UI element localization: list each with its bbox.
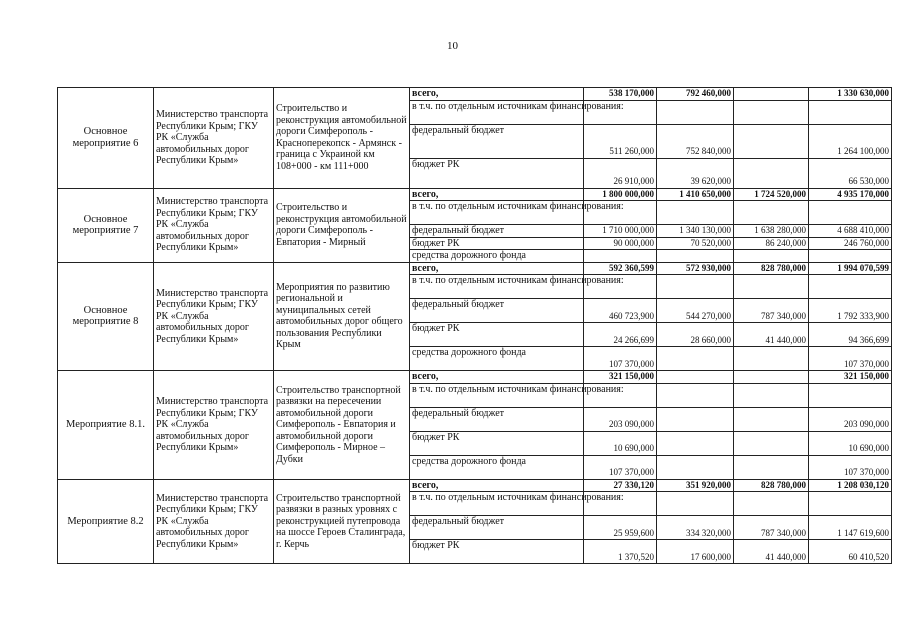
amount-cell (657, 371, 734, 384)
funding-source-cell: средства дорожного фонда (410, 250, 584, 263)
amount-cell: 460 723,900 (584, 299, 657, 323)
funding-source-cell: в т.ч. по отдельным источникам финансирования: (410, 383, 584, 407)
amount-cell (734, 158, 809, 188)
description-cell: Строительство и реконструкция автомобильной дороги Симферополь - Евпатория - Мирный (274, 188, 410, 262)
amount-cell: 1 410 650,000 (657, 188, 734, 201)
amount-cell: 1 800 000,000 (584, 188, 657, 201)
amount-cell: 107 370,000 (584, 347, 657, 371)
event-name-cell: Основное мероприятие 8 (58, 262, 154, 371)
amount-cell: 1 208 030,120 (809, 479, 892, 492)
amount-cell (734, 383, 809, 407)
amount-cell: 39 620,000 (657, 158, 734, 188)
amount-cell (734, 407, 809, 431)
amount-cell (809, 201, 892, 225)
table-row (58, 88, 892, 101)
amount-cell: 203 090,000 (809, 407, 892, 431)
amount-cell (809, 275, 892, 299)
amount-cell: 321 150,000 (584, 371, 657, 384)
amount-cell (734, 201, 809, 225)
amount-cell: 1 792 333,900 (809, 299, 892, 323)
funding-source-cell: бюджет РК (410, 158, 584, 188)
amount-cell (657, 250, 734, 263)
executor-cell: Министерство транспорта Республики Крым; ГКУ РК «Служба автомобильных дорог Республики Крым» (154, 262, 274, 371)
funding-source-cell: бюджет РК (410, 540, 584, 564)
amount-cell: 787 340,000 (734, 299, 809, 323)
page-number: 10 (447, 40, 458, 52)
event-name-cell: Мероприятие 8.2 (58, 479, 154, 564)
amount-cell: 246 760,000 (809, 237, 892, 250)
funding-source-cell: бюджет РК (410, 323, 584, 347)
amount-cell: 351 920,000 (657, 479, 734, 492)
funding-source-cell: средства дорожного фонда (410, 347, 584, 371)
amount-cell: 27 330,120 (584, 479, 657, 492)
amount-cell (657, 275, 734, 299)
amount-cell (657, 347, 734, 371)
table-row (58, 262, 892, 275)
executor-cell: Министерство транспорта Республики Крым; ГКУ РК «Служба автомобильных дорог Республики Крым» (154, 479, 274, 564)
amount-cell (734, 88, 809, 101)
amount-cell: 321 150,000 (809, 371, 892, 384)
executor-cell: Министерство транспорта Республики Крым; ГКУ РК «Служба автомобильных дорог Республики Крым» (154, 371, 274, 480)
amount-cell (657, 100, 734, 124)
amount-cell: 41 440,000 (734, 323, 809, 347)
amount-cell: 203 090,000 (584, 407, 657, 431)
amount-cell (657, 431, 734, 455)
amount-cell (584, 250, 657, 263)
amount-cell: 511 260,000 (584, 124, 657, 158)
amount-cell: 1 330 630,000 (809, 88, 892, 101)
amount-cell: 107 370,000 (809, 347, 892, 371)
funding-source-cell: в т.ч. по отдельным источникам финансирования: (410, 275, 584, 299)
financing-table (57, 87, 892, 564)
amount-cell (657, 492, 734, 516)
event-name-cell: Мероприятие 8.1. (58, 371, 154, 480)
amount-cell (809, 383, 892, 407)
funding-source-cell: федеральный бюджет (410, 225, 584, 238)
amount-cell: 28 660,000 (657, 323, 734, 347)
amount-cell: 828 780,000 (734, 262, 809, 275)
amount-cell: 538 170,000 (584, 88, 657, 101)
amount-cell: 1 370,520 (584, 540, 657, 564)
amount-cell: 10 690,000 (584, 431, 657, 455)
amount-cell: 572 930,000 (657, 262, 734, 275)
amount-cell: 90 000,000 (584, 237, 657, 250)
table-row (58, 479, 892, 492)
amount-cell: 60 410,520 (809, 540, 892, 564)
table-row (58, 188, 892, 201)
amount-cell: 1 147 619,600 (809, 516, 892, 540)
amount-cell: 41 440,000 (734, 540, 809, 564)
amount-cell: 592 360,599 (584, 262, 657, 275)
amount-cell: 544 270,000 (657, 299, 734, 323)
amount-cell: 4 688 410,000 (809, 225, 892, 238)
funding-source-cell: федеральный бюджет (410, 407, 584, 431)
funding-source-cell: бюджет РК (410, 431, 584, 455)
amount-cell (809, 492, 892, 516)
amount-cell: 792 460,000 (657, 88, 734, 101)
amount-cell: 107 370,000 (584, 455, 657, 479)
amount-cell (734, 124, 809, 158)
amount-cell: 787 340,000 (734, 516, 809, 540)
amount-cell (657, 407, 734, 431)
amount-cell (734, 347, 809, 371)
amount-cell: 1 638 280,000 (734, 225, 809, 238)
amount-cell: 1 340 130,000 (657, 225, 734, 238)
amount-cell: 1 710 000,000 (584, 225, 657, 238)
funding-source-cell: всего, (410, 479, 584, 492)
amount-cell: 107 370,000 (809, 455, 892, 479)
amount-cell: 26 910,000 (584, 158, 657, 188)
amount-cell: 828 780,000 (734, 479, 809, 492)
amount-cell: 17 600,000 (657, 540, 734, 564)
amount-cell (734, 492, 809, 516)
amount-cell (809, 100, 892, 124)
amount-cell: 86 240,000 (734, 237, 809, 250)
event-name-cell: Основное мероприятие 6 (58, 88, 154, 189)
amount-cell (734, 371, 809, 384)
funding-source-cell: средства дорожного фонда (410, 455, 584, 479)
amount-cell: 94 366,699 (809, 323, 892, 347)
funding-source-cell: всего, (410, 371, 584, 384)
amount-cell (657, 201, 734, 225)
amount-cell: 4 935 170,000 (809, 188, 892, 201)
funding-source-cell: федеральный бюджет (410, 124, 584, 158)
funding-source-cell: всего, (410, 88, 584, 101)
description-cell: Строительство и реконструкция автомобильной дороги Симферополь - Красноперекопск - Армянск - граница с Украиной км 108+000 - км 111+000 (274, 88, 410, 189)
funding-source-cell: федеральный бюджет (410, 516, 584, 540)
amount-cell: 70 520,000 (657, 237, 734, 250)
description-cell: Строительство транспортной развязки на пересечении автомобильной дороги Симферополь - Евпатория и автомобильной дороги Симферополь - Мирное – Дубки (274, 371, 410, 480)
amount-cell: 25 959,600 (584, 516, 657, 540)
funding-source-cell: в т.ч. по отдельным источникам финансирования: (410, 201, 584, 225)
executor-cell: Министерство транспорта Республики Крым; ГКУ РК «Служба автомобильных дорог Республики Крым» (154, 88, 274, 189)
amount-cell (734, 250, 809, 263)
amount-cell (809, 250, 892, 263)
amount-cell (734, 100, 809, 124)
amount-cell: 24 266,699 (584, 323, 657, 347)
amount-cell (657, 383, 734, 407)
amount-cell (734, 275, 809, 299)
amount-cell: 1 264 100,000 (809, 124, 892, 158)
amount-cell: 66 530,000 (809, 158, 892, 188)
amount-cell (657, 455, 734, 479)
funding-source-cell: бюджет РК (410, 237, 584, 250)
amount-cell: 752 840,000 (657, 124, 734, 158)
amount-cell (734, 431, 809, 455)
description-cell: Строительство транспортной развязки в разных уровнях с реконструкцией путепровода на шоссе Героев Сталинграда, г. Керчь (274, 479, 410, 564)
table-row (58, 371, 892, 384)
funding-source-cell: в т.ч. по отдельным источникам финансирования: (410, 492, 584, 516)
funding-source-cell: всего, (410, 262, 584, 275)
event-name-cell: Основное мероприятие 7 (58, 188, 154, 262)
funding-source-cell: в т.ч. по отдельным источникам финансирования: (410, 100, 584, 124)
funding-source-cell: федеральный бюджет (410, 299, 584, 323)
amount-cell: 1 724 520,000 (734, 188, 809, 201)
executor-cell: Министерство транспорта Республики Крым; ГКУ РК «Служба автомобильных дорог Республики Крым» (154, 188, 274, 262)
funding-source-cell: всего, (410, 188, 584, 201)
amount-cell: 334 320,000 (657, 516, 734, 540)
amount-cell: 1 994 070,599 (809, 262, 892, 275)
amount-cell: 10 690,000 (809, 431, 892, 455)
description-cell: Мероприятия по развитию региональной и муниципальных сетей автомобильных дорог общего пользования Республики Крым (274, 262, 410, 371)
amount-cell (734, 455, 809, 479)
